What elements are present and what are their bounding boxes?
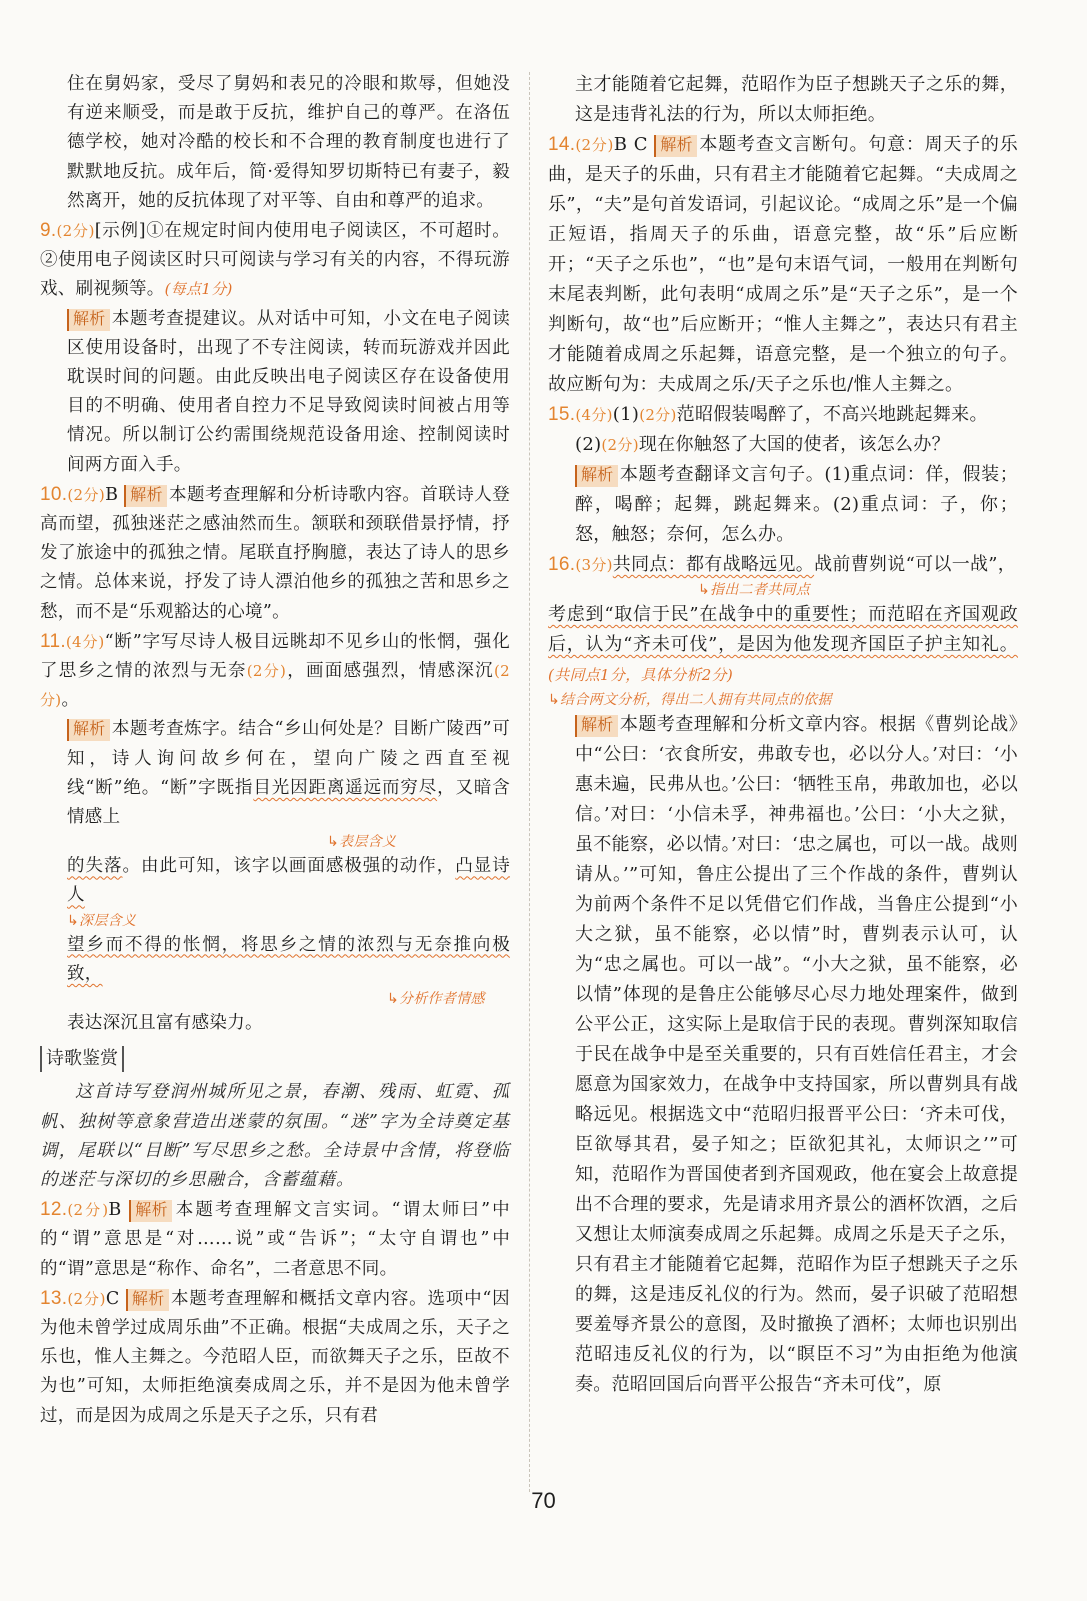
score-label: (2分) [67,485,106,504]
page-number: 70 [531,1488,556,1513]
question-number: 14. [548,134,576,155]
score-label: (4分) [65,632,105,651]
handwritten-note: ↳指出二者共同点 [698,582,811,598]
score-label: (4分) [575,406,613,424]
analysis-16 [548,710,1018,1400]
analysis-text: ，又暗含情感上 [67,777,511,828]
analysis-text: 本题考查提建议。从对话中可知，小文在电子阅读区使用设备时，出现了不专注阅读，转而玩游戏并因此耽误时间的问题。由此反映出电子阅读区存在设备使用目的不明确、使用者自控力不足导致阅读时间被占用等情况。所以制订公约需围绕规范设备用途、控制阅读时间两方面入手。 [67,308,510,475]
question-number: 10. [40,483,68,505]
annotated-text: 共同点：都有战略远见。 [612,554,815,575]
question-12 [40,1195,510,1284]
analysis-text: 本题考查理解文言实词。“谓太师曰”中的“谓”意思是“对……说”或“告诉”；“太守自谓也”中的“谓”意思是“称作、命名”，二者意思不同。 [40,1200,510,1279]
question-14 [548,130,1018,400]
right-column [548,70,1018,1400]
question-number: 12. [40,1199,68,1221]
analysis-9 [40,305,510,480]
annotated-text: 的失落 [67,856,123,877]
question-13 [40,1284,510,1431]
annotated-text: 凸显诗人 [67,856,510,906]
handwritten-note: ↳结合两文分析，得出二人拥有共同点的依据 [548,692,832,708]
analysis-11 [40,715,510,1038]
analysis-text: 本题考查理解和分析诗歌内容。首联诗人登高而望，孤独迷茫之感油然而生。颔联和颈联借景抒情，抒发了旅途中的孤独之情。尾联直抒胸臆，表达了诗人的思乡之情。总体来说，抒发了诗人漂泊他乡的孤独之苦和思乡之愁，而不是“乐观豁达的心境”。 [40,484,510,622]
analysis-tag: 解析 [575,715,618,737]
left-column [40,70,510,1431]
answer-text: 战前曹刿说“可以一战”， [814,554,1017,575]
answer-text: B [108,1200,122,1221]
analysis-tag: 解析 [67,719,110,741]
handwritten-note: ↳深层含义 [67,912,137,929]
score-label: (2分) [67,1201,109,1220]
sub-label: (1) [612,404,640,425]
question-15 [548,400,1018,430]
analysis-15 [548,460,1018,550]
question-number: 11. [40,630,66,652]
question-15-part-2 [548,430,1018,460]
score-label: (2分) [575,136,614,154]
answer-text: B [105,484,119,505]
score-label: (2分) [56,222,95,241]
analysis-text: 。由此可知，该字以画面感极强的动作， [122,856,456,877]
answer-text: 范昭假装喝醉了，不高兴地跳起舞来。 [676,404,988,425]
analysis-text: 本题考查理解和概括文章内容。选项中“因为他未曾学过成周乐曲”不正确。根据“夫成周之乐，天子之乐也，惟人主舞之。今范昭人臣，而欲舞天子之乐，臣故不为也”可知，太师拒绝演奏成周之乐，并不是因为他未曾学过，而是因为成周之乐是天子之乐，只有君 [40,1288,510,1426]
question-number: 9. [40,220,57,242]
analysis-tag: 解析 [575,465,618,487]
analysis-text: 本题考查炼字。结合“乡山何处是？目断广陵西”可知，诗人询问故乡何在，望向广陵之西直至视线“断”绝。“断”字既指 [67,719,510,798]
paragraph-continuation: 住在舅妈家，受尽了舅妈和表兄的冷眼和欺辱，但她没有逆来顺受，而是敢于反抗，维护自己的尊严。在洛伍德学校，她对冷酷的校长和不合理的教育制度也进行了默默地反抗。成年后，简·爱得知罗切斯特已有妻子，毅然离开，她的反抗体现了对平等、自由和尊严的追求。 [67,74,510,211]
question-number: 15. [548,404,576,425]
annotated-text: 目光因距离遥远而穷尽 [253,777,438,798]
analysis-tag: 解析 [67,309,110,331]
section-heading: 诗歌鉴赏 [40,1046,124,1072]
score-note: (共同点1分，具体分析2分) [548,666,733,684]
question-9 [40,216,510,305]
analysis-tag: 解析 [129,1200,172,1222]
analysis-text: 本题考查理解和分析文章内容。根据《曹刿论战》中“公曰：‘衣食所安，弗敢专也，必以分人。’对曰：‘小惠未遍，民弗从也。’公曰：‘牺牲玉帛，弗敢加也，必以信。’对曰：‘小信未孚，神弗福也。’公曰：‘小大之狱，虽不能察，必以情。’对曰：‘忠之属也，可以一战。战则请从。’”可知，鲁庄公提出了三个作战的条件，曹刿认为前两个条件不足以凭借它们作战，当鲁庄公提到“小大之狱，虽不能察，必以情”时，曹刿表示认可，认为“忠之属也。可以一战”。“小大之狱，虽不能察，必以情”体现的是鲁庄公能够尽心尽力地处理案件，做到公平公正，这实际上是取信于民的表现。曹刿深知取信于民在战争中是至关重要的，只有百姓信任君主，才会愿意为国家效力，在战争中支持国家，所以曹刿具有战略远见。根据选文中“范昭归报晋平公曰：‘齐未可伐，臣欲辱其君，晏子知之；臣欲犯其礼，太师识之’”可知，范昭作为晋国使者到齐国观政，他在宴会上故意提出不合理的要求，先是请求用齐景公的酒杯饮酒，之后又想让太师演奏成周之乐起舞。成周之乐是天子之乐，只有君主才能随着它起舞，范昭作为臣子想跳天子之乐的舞，这是违反礼仪的行为。然而，晏子识破了范昭想要羞辱齐景公的意图，及时撤换了酒杯；太师也识别出范昭违反礼仪的行为，以“瞑臣不习”为由拒绝为他演奏。范昭回国后向晋平公报告“齐未可伐”，原 [575,714,1018,1395]
score-label: (2分) [246,662,287,681]
handwritten-note: ↳分析作者情感 [387,991,485,1008]
score-label: (3分) [575,556,613,574]
score-label: (2分) [67,1289,106,1308]
poem-appreciation-section [40,1038,510,1195]
question-11 [40,627,510,716]
score-note: (每点1分) [164,280,233,299]
handwritten-note: ↳表层含义 [327,834,397,851]
analysis-tag: 解析 [654,135,697,157]
analysis-text: 本题考查文言断句。句意：周天子的乐曲，是天子的乐曲，只有君主才能随着它起舞。“夫成周之乐”，“夫”是句首发语词，引起议论。“成周之乐”是一个偏正短语，指周天子的乐曲，语意完整，故“乐”后应断开；“天子之乐也”，“也”是句末语气词，一般用在判断句末尾表判断，此句表明“成周之乐”是“天子之乐”，是一个判断句，故“也”后应断开；“惟人主舞之”，表达只有君主才能随着成周之乐起舞，语意完整，是一个独立的句子。故应断句为：夫成周之乐/天子之乐也/惟人主舞之。 [548,134,1018,395]
answer-text: B C [613,134,648,155]
analysis-text: 本题考查翻译文言句子。(1)重点词：佯，假装；醉，喝醉；起舞，跳起舞来。(2)重点词：子，你；怒，触怒；奈何，怎么办。 [575,464,1018,545]
answer-text: 。 [61,690,80,711]
question-number: 16. [548,554,576,575]
score-label: (2分) [40,662,510,710]
score-label: (2分) [601,436,639,454]
annotated-text: 望乡而不得的怅惘，将思乡之情的浓烈与无奈推向极致， [67,934,510,984]
answer-text: C [105,1288,120,1309]
question-number: 13. [40,1287,68,1309]
answer-text: 现在你触怒了大国的使者，该怎么办？ [638,434,950,455]
analysis-text: 表达深沉且富有感染力。 [67,1013,263,1034]
score-label: (2分) [639,406,677,424]
section-text: 这首诗写登润州城所见之景，春潮、残雨、虹霓、孤帆、独树等意象营造出迷蒙的氛围。“迷”字为全诗奠定基调，尾联以“目断”写尽思乡之愁。全诗景中含情，将登临的迷茫与深切的乡思融合，含蓄蕴藉。 [40,1082,510,1190]
analysis-tag: 解析 [124,485,167,507]
answer-text: ，画面感强烈，情感深沉 [286,661,494,682]
sub-label: (2) [575,434,602,455]
column-divider [529,72,530,1492]
question-16 [548,550,1018,710]
question-10 [40,480,510,627]
analysis-tag: 解析 [126,1289,169,1311]
paragraph-continuation: 主才能随着它起舞，范昭作为臣子想跳天子之乐的舞，这是违背礼法的行为，所以太师拒绝。 [575,74,1018,125]
answer-text: [示例]①在规定时间内使用电子阅读区，不可超时。②使用电子阅读区时只可阅读与学习有关的内容，不得玩游戏、刷视频等。 [40,221,511,300]
annotated-text: 考虑到“取信于民”在战争中的重要性；而范昭在齐国观政后，认为“齐未可伐”，是因为他发现齐国臣子护主知礼。 [548,604,1018,655]
answer-text: “断”字写尽诗人极目远眺却不见乡山的怅惘，强化了思乡之情的浓烈与无奈 [40,631,511,682]
